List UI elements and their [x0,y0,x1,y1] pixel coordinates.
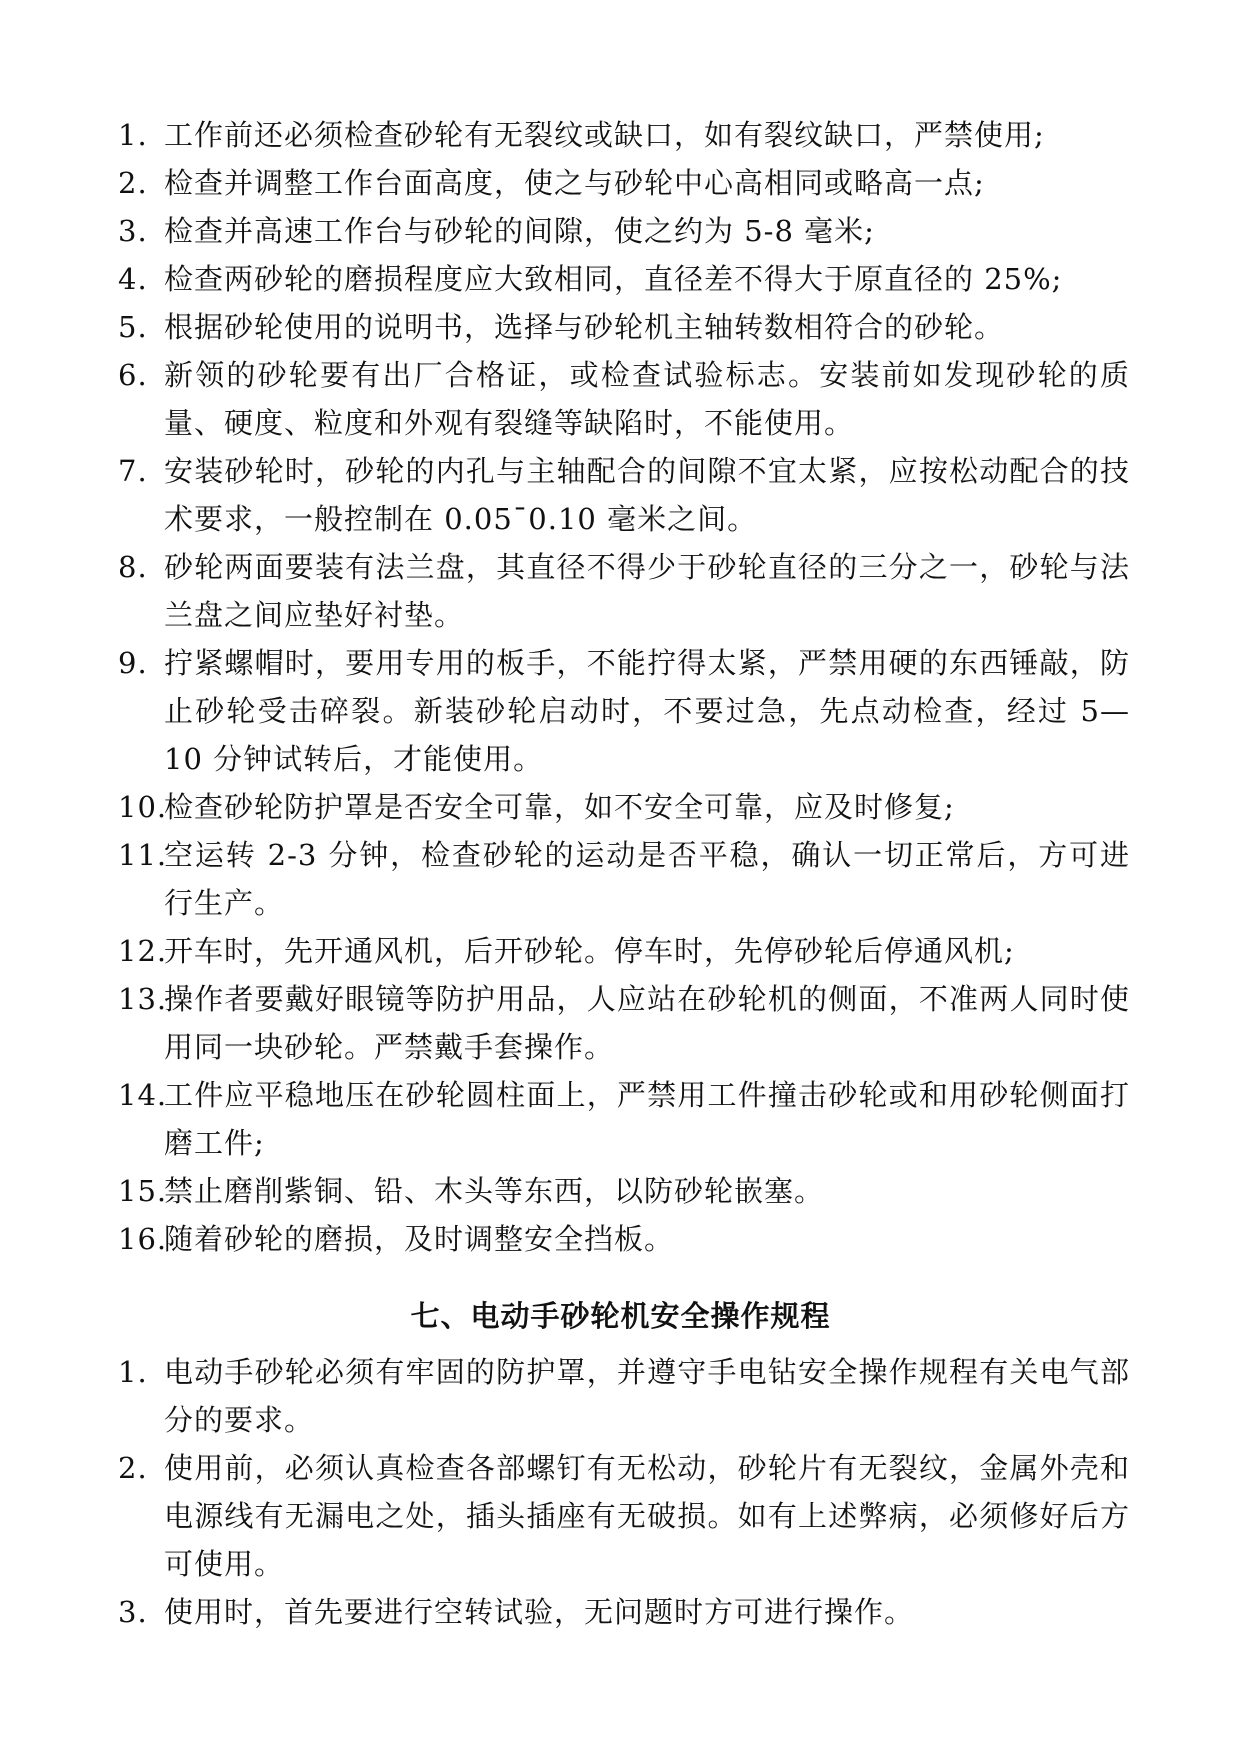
list-item [118,351,1130,447]
item-number: 1. [118,118,148,152]
item-text: 随着砂轮的磨损，及时调整安全挡板。 [164,1222,675,1256]
item-number: 10. [118,790,168,824]
item-text: 安装砂轮时，砂轮的内孔与主轴配合的间隙不宜太紧，应按松动配合的技术要求，一般控制在 0.05¯0.10 毫米之间。 [164,454,1130,536]
item-text: 工件应平稳地压在砂轮圆柱面上，严禁用工件撞击砂轮或和用砂轮侧面打磨工件; [164,1078,1130,1160]
item-number: 8. [118,550,148,584]
item-number: 3. [118,214,148,248]
item-text: 开车时，先开通风机，后开砂轮。停车时，先停砂轮后停通风机; [164,934,1015,968]
list-item [118,927,1130,975]
list-item [118,975,1130,1071]
item-text: 电动手砂轮必须有牢固的防护罩，并遵守手电钻安全操作规程有关电气部分的要求。 [164,1355,1130,1437]
item-number: 2. [118,166,148,200]
list-item [118,207,1130,255]
item-text: 拧紧螺帽时，要用专用的板手，不能拧得太紧，严禁用硬的东西锤敲，防止砂轮受击碎裂。新装砂轮启动时，不要过急，先点动检查，经过 5—10 分钟试转后，才能使用。 [164,646,1130,776]
list-item [118,831,1130,927]
item-number: 4. [118,262,148,296]
item-number: 12. [118,934,168,968]
list-item [118,639,1130,783]
list-item [118,1071,1130,1167]
item-number: 14. [118,1078,168,1112]
item-text: 空运转 2-3 分钟，检查砂轮的运动是否平稳，确认一切正常后，方可进行生产。 [164,838,1130,920]
item-number: 13. [118,982,168,1016]
item-text: 使用前，必须认真检查各部螺钉有无松动，砂轮片有无裂纹，金属外壳和电源线有无漏电之处，插头插座有无破损。如有上述弊病，必须修好后方可使用。 [164,1451,1130,1581]
item-text: 检查两砂轮的磨损程度应大致相同，直径差不得大于原直径的 25%; [164,262,1063,296]
item-text: 操作者要戴好眼镜等防护用品，人应站在砂轮机的侧面，不准两人同时使用同一块砂轮。严禁戴手套操作。 [164,982,1130,1064]
hand-grinder-safety-list [118,1348,1130,1636]
list-item [118,1588,1130,1636]
item-text: 检查砂轮防护罩是否安全可靠，如不安全可靠，应及时修复; [164,790,955,824]
item-number: 11. [118,838,168,872]
list-item [118,783,1130,831]
item-number: 16. [118,1222,168,1256]
item-number: 5. [118,310,148,344]
list-item [118,1167,1130,1215]
list-item [118,543,1130,639]
list-item [118,1215,1130,1263]
item-text: 使用时，首先要进行空转试验，无问题时方可进行操作。 [164,1595,915,1629]
grinder-safety-list [118,111,1130,1263]
item-text: 根据砂轮使用的说明书，选择与砂轮机主轴转数相符合的砂轮。 [164,310,1005,344]
list-item [118,1444,1130,1588]
list-item [118,111,1130,159]
item-number: 15. [118,1174,168,1208]
list-item [118,447,1130,543]
item-number: 2. [118,1451,148,1485]
item-number: 9. [118,646,148,680]
section-heading: 七、电动手砂轮机安全操作规程 [410,1299,831,1333]
item-text: 禁止磨削紫铜、铅、木头等东西，以防砂轮嵌塞。 [164,1174,825,1208]
list-item [118,159,1130,207]
list-item [118,303,1130,351]
item-number: 3. [118,1595,148,1629]
item-number: 7. [118,454,148,488]
item-text: 工作前还必须检查砂轮有无裂纹或缺口，如有裂纹缺口，严禁使用; [164,118,1045,152]
item-number: 1. [118,1355,148,1389]
item-text: 砂轮两面要装有法兰盘，其直径不得少于砂轮直径的三分之一，砂轮与法兰盘之间应垫好衬垫。 [164,550,1130,632]
list-item [118,1348,1130,1444]
item-text: 检查并调整工作台面高度，使之与砂轮中心高相同或略高一点; [164,166,985,200]
item-number: 6. [118,358,148,392]
item-text: 检查并高速工作台与砂轮的间隙，使之约为 5-8 毫米; [164,214,875,248]
item-text: 新领的砂轮要有出厂合格证，或检查试验标志。安装前如发现砂轮的质量、硬度、粒度和外观有裂缝等缺陷时，不能使用。 [164,358,1130,440]
list-item [118,255,1130,303]
